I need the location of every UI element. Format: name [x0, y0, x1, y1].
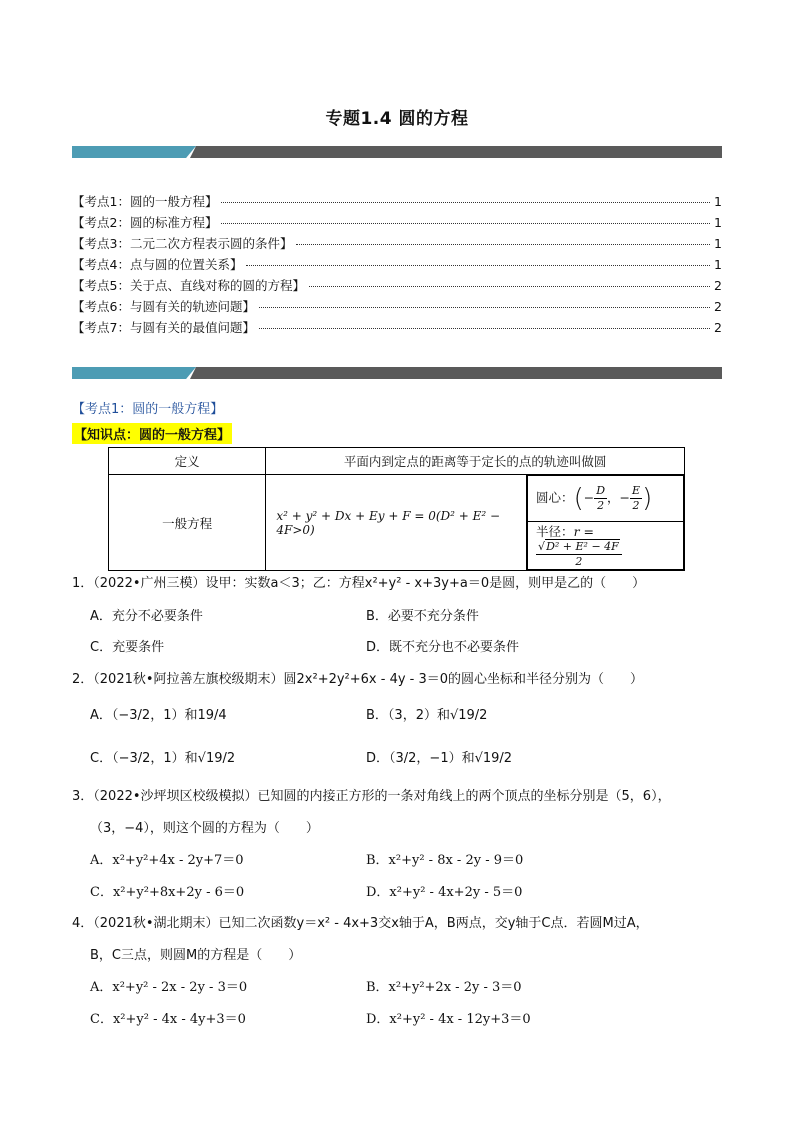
- question-4-option-c[interactable]: C．x²+y² - 4x - 4y+3＝0: [90, 1012, 246, 1027]
- question-3-stem-cont: （3，−4），则这个圆的方程为（ ）: [90, 821, 319, 836]
- question-1-option-b[interactable]: B．必要不充分条件: [366, 609, 479, 624]
- question-4-stem-cont: B，C三点，则圆M的方程是（ ）: [90, 948, 302, 963]
- general-equation-formula: x² + y² + Dx + Ey + F = 0(D² + E² − 4F>0): [266, 475, 527, 571]
- question-4-option-d[interactable]: D．x²+y² - 4x - 12y+3＝0: [366, 1012, 531, 1027]
- section-divider-band: [72, 367, 722, 379]
- radius-var: r =: [573, 524, 594, 539]
- toc-item-6[interactable]: 【考点6：与圆有关的轨迹问题】 2: [72, 299, 722, 314]
- question-3-option-c[interactable]: C．x²+y²+8x+2y - 6＝0: [90, 885, 245, 900]
- question-4-stem: 4．（2021秋•湖北期末）已知二次函数y＝x² - 4x+3交x轴于A，B两点，交y轴于C点．若圆M过A，: [72, 916, 649, 931]
- question-2-stem: 2．（2021秋•阿拉善左旗校级期末）圆2x²+2y²+6x - 4y - 3＝0的圆心坐标和半径分别为（ ）: [72, 672, 644, 687]
- definition-label: 定义: [109, 448, 266, 475]
- center-x-den: 2: [597, 499, 605, 512]
- toc-item-1[interactable]: 【考点1：圆的一般方程】 1: [72, 194, 722, 209]
- question-3-option-a[interactable]: A．x²+y²+4x - 2y+7＝0: [90, 853, 244, 868]
- band-accent: [72, 146, 196, 158]
- section-heading: 【考点1：圆的一般方程】: [72, 402, 224, 417]
- question-3-option-d[interactable]: D．x²+y² - 4x+2y - 5＝0: [366, 885, 523, 900]
- center-x-num: D: [596, 484, 606, 497]
- center-cell: 圆心：(− $\frac{D}{2}$ ，− $\frac{E}{2}$ ): [528, 476, 684, 522]
- question-1-option-c[interactable]: C．充要条件: [90, 640, 165, 655]
- radius-den: 2: [575, 555, 583, 568]
- page-title: 专题1.4 圆的方程: [325, 109, 469, 129]
- knowledge-point-heading: 【知识点：圆的一般方程】: [72, 423, 232, 444]
- question-2-option-d[interactable]: D．（3/2，−1）和√19/2: [366, 751, 513, 766]
- radius-cell: 半径：r = $\frac{\text{√D² + E² − 4F}}{2}$: [528, 522, 684, 570]
- band-bar: [190, 146, 722, 158]
- toc-item-3[interactable]: 【考点3：二元二次方程表示圆的条件】 1: [72, 236, 722, 251]
- question-2-option-a[interactable]: A．（−3/2，1）和19/4: [90, 708, 227, 723]
- band-bar: [190, 367, 722, 379]
- general-equation-label: 一般方程: [109, 475, 266, 571]
- question-2-option-b[interactable]: B．（3，2）和√19/2: [366, 708, 488, 723]
- toc-item-4[interactable]: 【考点4：点与圆的位置关系】 1: [72, 257, 722, 272]
- center-y-num: E: [632, 484, 641, 497]
- question-2-option-c[interactable]: C．（−3/2，1）和√19/2: [90, 751, 236, 766]
- table-of-contents: [72, 192, 722, 339]
- definition-table: [108, 447, 685, 571]
- question-3-option-b[interactable]: B．x²+y² - 8x - 2y - 9＝0: [366, 853, 524, 868]
- question-4-option-b[interactable]: B．x²+y²+2x - 2y - 3＝0: [366, 980, 522, 995]
- question-4-option-a[interactable]: A．x²+y² - 2x - 2y - 3＝0: [90, 980, 248, 995]
- center-label: 圆心：: [536, 490, 574, 505]
- title-divider-band: [72, 146, 722, 158]
- center-y-den: 2: [632, 499, 640, 512]
- question-1-option-d[interactable]: D．既不充分也不必要条件: [366, 640, 520, 655]
- toc-item-5[interactable]: 【考点5：关于点、直线对称的圆的方程】 2: [72, 278, 722, 293]
- toc-item-2[interactable]: 【考点2：圆的标准方程】 1: [72, 215, 722, 230]
- question-3-stem: 3．（2022•沙坪坝区校级模拟）已知圆的内接正方形的一条对角线上的两个顶点的坐标分别是（5，6），: [72, 789, 671, 804]
- question-1-option-a[interactable]: A．充分不必要条件: [90, 609, 203, 624]
- band-accent: [72, 367, 196, 379]
- definition-value: 平面内到定点的距离等于定长的点的轨迹叫做圆: [266, 448, 685, 475]
- toc-item-7[interactable]: 【考点7：与圆有关的最值问题】 2: [72, 320, 722, 335]
- radius-num: D² + E² − 4F: [546, 540, 619, 553]
- question-1-stem: 1．（2022•广州三模）设甲：实数a＜3；乙：方程x²+y² - x+3y+a＝0是圆，则甲是乙的（ ）: [72, 576, 646, 591]
- radius-label: 半径：: [536, 524, 574, 539]
